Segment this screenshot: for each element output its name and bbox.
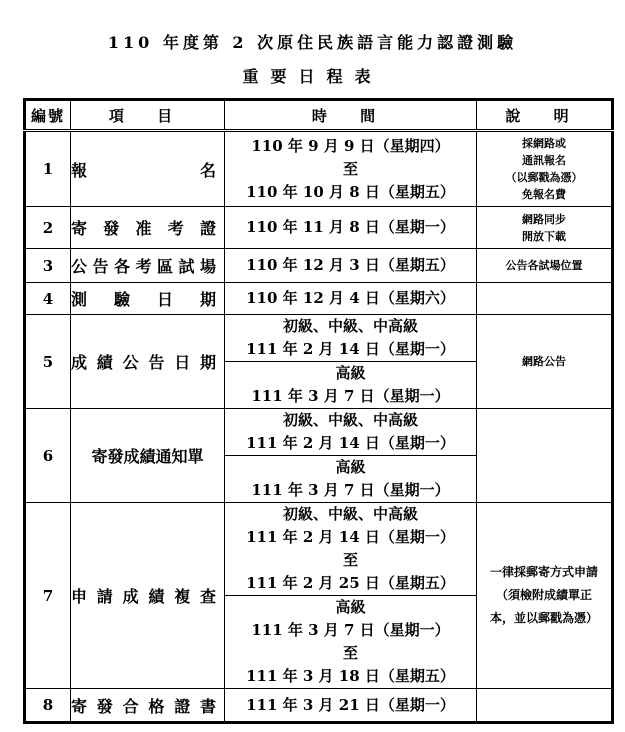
row-time-a: [225, 409, 477, 456]
time-line: 初級、中級、中高級: [282, 411, 418, 429]
row-note: [477, 315, 613, 409]
row-time-a: [225, 503, 477, 596]
header-time: 時 間: [225, 100, 477, 131]
header-row: [25, 100, 613, 131]
time-line: 111 年 3 月 7 日（星期一）: [251, 621, 450, 639]
time-line: 111 年 2 月 25 日（星期五）: [246, 574, 455, 592]
time-line: 111 年 3 月 7 日（星期一）: [251, 387, 450, 405]
row-number: 4: [25, 283, 71, 315]
row-number: 8: [25, 689, 71, 723]
row-item: 申請成績複查: [71, 503, 225, 689]
document-subtitle: 重要日程表: [242, 67, 383, 86]
row-time: [225, 131, 477, 207]
row-time-a: [225, 315, 477, 362]
table-row: [25, 503, 613, 596]
row-item: 報 名: [71, 131, 225, 207]
time-line: 111 年 2 月 14 日（星期一）: [246, 528, 455, 546]
row-number: 6: [25, 409, 71, 503]
time-line: 111 年 3 月 21 日（星期一）: [246, 695, 455, 714]
note-line: 開放下載: [522, 229, 566, 243]
row-note: [477, 283, 613, 315]
row-item: 寄發准考證: [71, 207, 225, 249]
header-no: 編號: [25, 100, 71, 131]
time-line: 初級、中級、中高級: [282, 505, 418, 523]
table-row: [25, 409, 613, 456]
note-line: （以郵戳為憑）: [505, 171, 583, 184]
row-number: 2: [25, 207, 71, 249]
time-line: 111 年 2 月 14 日（星期一）: [246, 340, 455, 358]
time-line: 110 年 9 月 9 日（星期四）: [251, 136, 450, 155]
row-number: 3: [25, 249, 71, 283]
note-line: 本，並以郵戳為憑）: [489, 611, 598, 625]
row-note: [477, 207, 613, 249]
row-item: 公告各考區試場: [71, 249, 225, 283]
row-note: [477, 503, 613, 689]
row-time: [225, 249, 477, 283]
row-note: [477, 689, 613, 723]
time-line: 高級: [335, 458, 366, 476]
time-line: 111 年 3 月 18 日（星期五）: [246, 667, 455, 685]
row-item: 測 驗 日 期: [71, 283, 225, 315]
time-line: 至: [342, 159, 358, 178]
row-time-b: [225, 456, 477, 503]
table-row: [25, 131, 613, 207]
note-line: 通訊報名: [522, 154, 566, 167]
row-item: 寄發成績通知單: [71, 409, 225, 503]
header-item: 項 目: [71, 100, 225, 131]
time-line: 110 年 10 月 8 日（星期五）: [246, 182, 455, 201]
row-note: [477, 249, 613, 283]
schedule-table: [23, 98, 614, 724]
note-line: 公告各試場位置: [505, 259, 583, 272]
row-item: 成績公告日期: [71, 315, 225, 409]
time-line: 111 年 3 月 7 日（星期一）: [251, 481, 450, 499]
row-note: [477, 131, 613, 207]
table-row: [25, 249, 613, 283]
note-line: 免報名費: [522, 188, 566, 201]
time-line: 初級、中級、中高級: [282, 317, 418, 335]
row-time: [225, 283, 477, 315]
note-line: 網路公告: [522, 355, 566, 368]
time-line: 至: [342, 551, 358, 569]
time-line: 至: [342, 644, 358, 662]
note-line: 一律採郵寄方式申請: [489, 565, 598, 579]
table-row: [25, 689, 613, 723]
time-line: 110 年 11 月 8 日（星期一）: [246, 218, 455, 236]
row-note: [477, 409, 613, 503]
row-item: 寄發合格證書: [71, 689, 225, 723]
time-line: 高級: [335, 598, 366, 616]
table-row: [25, 283, 613, 315]
note-line: 採網路或: [522, 137, 566, 150]
note-line: （須檢附成績單正: [495, 588, 592, 602]
table-row: [25, 207, 613, 249]
row-time: [225, 207, 477, 249]
time-line: 高級: [335, 364, 366, 382]
row-number: 7: [25, 503, 71, 689]
table-row: [25, 315, 613, 362]
time-line: 110 年 12 月 3 日（星期五）: [246, 256, 455, 274]
row-time-b: [225, 362, 477, 409]
note-line: 網路同步: [522, 212, 566, 226]
time-line: 111 年 2 月 14 日（星期一）: [246, 434, 455, 452]
header-note: 說 明: [477, 100, 613, 131]
document-title: 110 年度第 2 次原住民族語言能力認證測驗: [107, 33, 518, 52]
row-number: 5: [25, 315, 71, 409]
row-number: 1: [25, 131, 71, 207]
row-time-b: [225, 596, 477, 689]
row-time: [225, 689, 477, 723]
time-line: 110 年 12 月 4 日（星期六）: [246, 289, 455, 307]
